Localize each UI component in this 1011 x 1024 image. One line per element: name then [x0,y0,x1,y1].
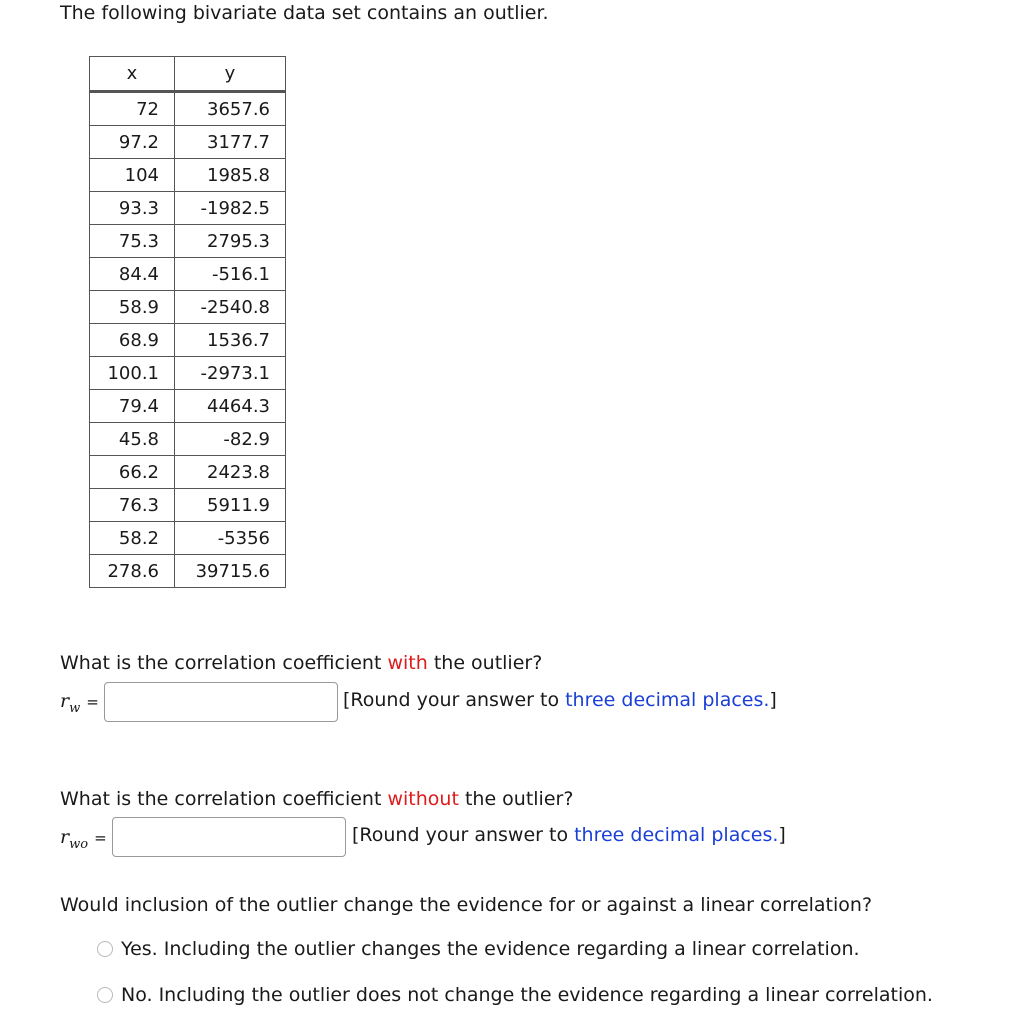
hint-emphasis: three decimal places. [565,689,770,711]
cell-y: -2540.8 [175,291,286,324]
table-row [90,126,286,159]
cell-x: 75.3 [90,225,175,258]
r-subscript: w [69,700,81,716]
cell-x: 76.3 [90,489,175,522]
table-row [90,357,286,390]
cell-x: 68.9 [90,324,175,357]
cell-x: 104 [90,159,175,192]
hint-text: [Round your answer to [352,824,575,846]
question-text: What is the correlation coefficient [60,652,388,674]
cell-x: 66.2 [90,456,175,489]
hint-text: [Round your answer to [343,689,566,711]
radio-yes[interactable] [97,941,113,957]
question-text: the outlier? [458,788,574,810]
cell-x: 45.8 [90,423,175,456]
option-yes[interactable] [97,938,860,960]
cell-y: 3177.7 [175,126,286,159]
column-header-x: x [90,57,175,92]
hint-text: ] [769,689,777,711]
cell-y: 4464.3 [175,390,286,423]
cell-x: 278.6 [90,555,175,588]
cell-x: 97.2 [90,126,175,159]
cell-y: -5356 [175,522,286,555]
r-with-label [60,690,99,716]
equals-sign: = [94,829,107,847]
option-yes-label: Yes. Including the outlier changes the evidence regarding a linear correlation. [121,938,860,960]
cell-x: 100.1 [90,357,175,390]
option-no[interactable] [97,984,933,1006]
r-symbol: r [60,826,70,848]
cell-y: 3657.6 [175,92,286,126]
hint-emphasis: three decimal places. [574,824,779,846]
question-text: What is the correlation coefficient [60,788,388,810]
cell-y: 1536.7 [175,324,286,357]
table-row [90,489,286,522]
cell-x: 93.3 [90,192,175,225]
intro-text: The following bivariate data set contains an outlier. [60,2,549,24]
r-without-input[interactable] [112,817,346,857]
option-no-label: No. Including the outlier does not change the evidence regarding a linear correlation. [121,984,933,1006]
question-with-outlier [60,652,542,674]
cell-x: 58.2 [90,522,175,555]
question-emphasis: with [387,652,428,674]
r-without-label [60,826,107,852]
table-row [90,192,286,225]
r-symbol: r [60,690,70,712]
table-row [90,456,286,489]
cell-x: 72 [90,92,175,126]
cell-x: 79.4 [90,390,175,423]
cell-x: 58.9 [90,291,175,324]
table-row [90,522,286,555]
question-without-outlier [60,788,573,810]
r-subscript: wo [69,836,89,852]
hint-text: ] [778,824,786,846]
table-row [90,555,286,588]
table-body [90,92,286,588]
table-header-row [90,57,286,92]
radio-no[interactable] [97,987,113,1003]
table-row [90,390,286,423]
table-row [90,159,286,192]
cell-y: -1982.5 [175,192,286,225]
round-hint-2 [352,824,786,846]
data-table [89,56,286,588]
cell-y: -2973.1 [175,357,286,390]
equals-sign: = [86,693,99,711]
cell-y: 5911.9 [175,489,286,522]
column-header-y: y [175,57,286,92]
cell-y: 2795.3 [175,225,286,258]
table-row [90,423,286,456]
question-text: the outlier? [427,652,543,674]
round-hint-1 [343,689,777,711]
question-evidence: Would inclusion of the outlier change the evidence for or against a linear correlation? [60,894,873,916]
r-with-input[interactable] [104,682,338,722]
cell-y: 39715.6 [175,555,286,588]
table-row [90,258,286,291]
cell-y: 1985.8 [175,159,286,192]
cell-y: -82.9 [175,423,286,456]
question-emphasis: without [387,788,459,810]
cell-y: 2423.8 [175,456,286,489]
table-row [90,92,286,126]
table-row [90,324,286,357]
table-row [90,291,286,324]
cell-y: -516.1 [175,258,286,291]
cell-x: 84.4 [90,258,175,291]
table-row [90,225,286,258]
